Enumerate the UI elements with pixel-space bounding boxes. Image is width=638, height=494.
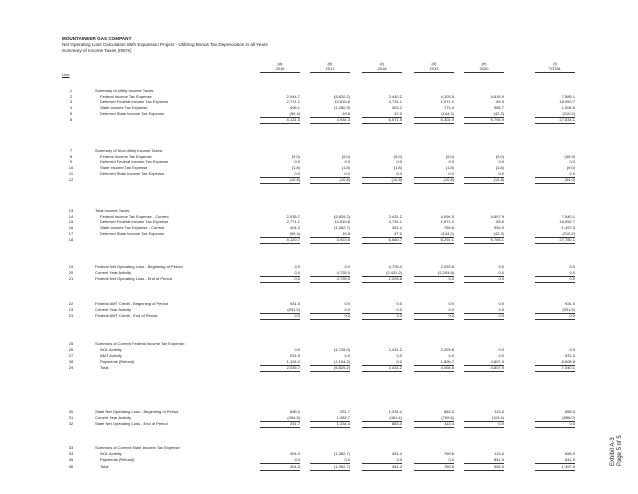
table-cell: 3,934.3 [310, 117, 350, 124]
table-cell: 931.5 [289, 353, 300, 358]
table-cell: 6,671.5 [362, 117, 402, 124]
table-cell: 1,334.4 [388, 409, 402, 414]
table-cell: (10.8) [310, 177, 350, 184]
table-cell: 0.0 [414, 276, 454, 283]
table-cell: 2,293.8 [440, 264, 454, 269]
table-cell: (931.5) [535, 307, 575, 314]
table-cell: 931.5 [564, 301, 575, 306]
table-cell: (1.8) [341, 165, 350, 170]
table-cell: 954.9 [493, 225, 504, 230]
table-cell: 0.0 [362, 457, 402, 464]
table-cell: 5,131.5 [260, 117, 300, 124]
table-cell: 0.0 [498, 347, 504, 352]
column-letter: (a) [277, 61, 283, 66]
row-label: Payments (Refund) [100, 457, 135, 462]
table-cell: 27,834.1 [535, 117, 575, 124]
table-cell: 406.1 [289, 105, 300, 110]
table-cell: 6,660.7 [362, 237, 402, 244]
table-cell: 1,497.5 [561, 225, 575, 230]
table-cell: 404.3 [289, 451, 300, 456]
column-letter: (c) [379, 61, 385, 66]
table-cell: 7,540.1 [561, 214, 575, 219]
row-label: Federal Income Tax Expense [100, 94, 152, 99]
column-year: TOTAL [535, 67, 575, 73]
line-number: 3 [69, 99, 73, 104]
table-cell: 0.0 [448, 301, 454, 306]
line-number: 19 [68, 264, 74, 269]
table-cell: 4,094.5 [414, 365, 454, 372]
table-cell: (10.8) [414, 177, 454, 184]
table-cell: 0.0 [464, 171, 504, 178]
table-cell: 0.0 [535, 270, 575, 277]
table-cell: 1,571.2 [440, 219, 454, 224]
line-number: 26 [68, 347, 74, 352]
table-cell: 883.0 [443, 409, 454, 414]
table-cell: 0.0 [569, 159, 575, 164]
row-label: Federal Income Tax Expense - Current [100, 214, 169, 219]
table-cell: 4,725.0 [310, 270, 350, 277]
table-cell: 2,044.7 [286, 94, 300, 99]
table-cell: (113.4) [464, 415, 504, 422]
line-number: 6 [69, 117, 73, 122]
line-number: 2 [69, 94, 73, 99]
line-number: 13 [68, 208, 74, 213]
table-cell: 1,571.2 [440, 99, 454, 104]
row-label: Summary of Non-Utility Income Taxes: [95, 148, 163, 153]
table-cell: 0.0 [344, 264, 350, 269]
column-header [414, 62, 454, 73]
line-number: 33 [68, 445, 74, 450]
table-cell: 18,952.7 [559, 99, 575, 104]
table-cell: 19.6 [310, 231, 350, 238]
table-cell: 0.0 [535, 276, 575, 283]
table-cell: (1,080.9) [333, 105, 350, 110]
table-cell: 656.0 [289, 409, 300, 414]
column-year: 2018 [362, 67, 402, 73]
table-cell: 10,815.8 [334, 99, 350, 104]
table-cell: 1,800.7 [414, 359, 454, 366]
table-cell: 451.4 [391, 451, 402, 456]
row-label: Total Income Taxes: [95, 208, 131, 213]
table-cell: 769.6 [443, 225, 454, 230]
table-cell: 1,506.5 [561, 105, 575, 110]
table-cell: 0.0 [498, 264, 504, 269]
table-cell: 656.0 [564, 451, 575, 456]
line-number: 21 [68, 276, 74, 281]
table-cell: 47.0 [362, 231, 402, 238]
table-cell: 0.0 [310, 313, 350, 320]
table-row [0, 457, 638, 463]
table-cell: 0.0 [310, 307, 350, 314]
line-number: 24 [68, 313, 74, 318]
row-label: Payments (Refund) [100, 359, 135, 364]
table-cell: 2,431.2 [388, 347, 402, 352]
row-label: State Income Tax Expense [100, 105, 148, 110]
table-cell: (1.8) [445, 165, 454, 170]
line-number: 1 [69, 88, 73, 93]
table-cell: (54.0) [535, 177, 575, 184]
line-number: 14 [68, 214, 74, 219]
table-cell: (45.0) [564, 154, 575, 159]
table-cell: (769.6) [414, 415, 454, 422]
table-cell: 27,780.1 [535, 237, 575, 244]
table-cell: 883.0 [362, 421, 402, 428]
row-label: Federal Income Tax Expense [100, 154, 152, 159]
line-number: 34 [68, 451, 74, 456]
table-cell: 0.0 [498, 159, 504, 164]
line-number: 17 [68, 231, 74, 236]
row-label: Federal Net Operating Loss - Beginning of Period [95, 264, 183, 269]
table-cell: 404.3 [260, 464, 300, 471]
table-cell: 0.0 [464, 276, 504, 283]
table-cell: 0.0 [448, 353, 454, 358]
table-cell: 4,807.9 [464, 359, 504, 366]
table-cell: 0.0 [260, 457, 300, 464]
column-year: 2020 [464, 67, 504, 73]
line-number: 22 [68, 301, 74, 306]
table-cell: (10.8) [464, 177, 504, 184]
table-cell: 0.0 [535, 313, 575, 320]
table-cell: (42.2) [464, 111, 504, 118]
exhibit-label [610, 435, 624, 466]
table-cell: 1,082.7 [310, 415, 350, 422]
line-number: 9 [69, 159, 73, 164]
table-cell: (1.8) [495, 165, 504, 170]
row-label: Summary of Current State Income Tax Expense: [95, 445, 181, 450]
table-cell: 0.0 [294, 264, 300, 269]
line-number: 29 [68, 365, 74, 370]
line-number: 25 [68, 341, 74, 346]
table-cell: 6,291.1 [414, 237, 454, 244]
table-cell: 0.0 [310, 457, 350, 464]
table-cell: 0.0 [396, 301, 402, 306]
row-label: Federal AMT Credit - End of Period [95, 313, 158, 318]
column-header [464, 62, 504, 73]
table-cell: 4,725.0 [310, 276, 350, 283]
table-cell: (9.0) [495, 154, 504, 159]
table-cell: 0.0 [260, 276, 300, 283]
table-cell: (144.2) [414, 231, 454, 238]
exhibit-page-number: Page 5 of 5 [617, 435, 623, 466]
table-cell: (9.0) [445, 154, 454, 159]
line-number: 10 [68, 165, 74, 170]
row-label: Summary of Utility Income Taxes: [95, 88, 155, 93]
line-number: 23 [68, 307, 74, 312]
row-label: NOL Activity [100, 451, 122, 456]
line-number: 5 [69, 111, 73, 116]
table-cell: 1,104.2 [260, 359, 300, 366]
line-number: 16 [68, 225, 74, 230]
table-cell: (90.4) [260, 111, 300, 118]
table-cell: 0.0 [569, 347, 575, 352]
table-cell: (656.0) [535, 415, 575, 422]
table-cell: 5,120.7 [260, 237, 300, 244]
row-label: Total [100, 464, 109, 469]
table-cell: 0.0 [310, 171, 350, 178]
table-cell: 113.4 [414, 421, 454, 428]
table-cell: 4,725.0 [388, 264, 402, 269]
table-cell: (451.4) [362, 415, 402, 422]
column-year: 2019 [414, 67, 454, 73]
table-cell: 10,815.8 [334, 219, 350, 224]
table-cell: 7,540.1 [535, 365, 575, 372]
line-number: 32 [68, 421, 74, 426]
table-cell: 0.0 [448, 159, 454, 164]
line-number: 35 [68, 457, 74, 462]
table-cell: 0.0 [344, 301, 350, 306]
table-cell: 1,334.4 [310, 421, 350, 428]
column-year: 2016 [260, 67, 300, 73]
table-cell: 5,784.1 [464, 237, 504, 244]
table-cell: 0.0 [260, 171, 300, 178]
row-label: Current Year Activity [95, 270, 132, 275]
table-cell: 0.0 [362, 359, 402, 366]
table-cell: 0.0 [396, 353, 402, 358]
table-cell: 83.5 [496, 219, 504, 224]
row-label: Current Year Activity [95, 415, 132, 420]
table-cell: 0.0 [464, 421, 504, 428]
line-number: 7 [69, 148, 73, 153]
table-cell: (10.8) [260, 177, 300, 184]
row-label: State Net Operating Loss - End of Period [95, 421, 168, 426]
table-cell: (2,431.2) [362, 270, 402, 277]
table-cell: 4,094.5 [440, 214, 454, 219]
table-cell: 0.0 [414, 457, 454, 464]
row-label: Federal AMT Credit - Beginning of Period [95, 301, 169, 306]
table-cell: 0.0 [344, 353, 350, 358]
column-letter: (d) [431, 61, 437, 66]
column-header [310, 62, 350, 73]
table-row [0, 464, 638, 470]
table-cell: 2,293.8 [440, 347, 454, 352]
line-number: 20 [68, 270, 74, 275]
row-label: AMT Activity [100, 353, 122, 358]
line-number: 11 [68, 171, 74, 176]
line-number: 27 [68, 353, 74, 358]
table-cell: (10.8) [362, 177, 402, 184]
table-cell: 2,035.7 [260, 365, 300, 372]
table-cell: 771.4 [443, 105, 454, 110]
table-cell: (5,829.2) [310, 365, 350, 372]
table-cell: (5,820.2) [333, 94, 350, 99]
table-cell: (1,104.2) [310, 359, 350, 366]
table-cell: 0.0 [260, 270, 300, 277]
row-label: Current Year Activity [95, 307, 132, 312]
table-cell: 0.0 [498, 353, 504, 358]
line-number: 15 [68, 219, 74, 224]
table-cell: (42.2) [464, 231, 504, 238]
row-label: Summary of Current Federal Income Tax Expense: [95, 341, 185, 346]
table-cell: 4,807.9 [464, 365, 504, 372]
table-cell: (1,082.7) [310, 464, 350, 471]
table-cell: 0.0 [396, 159, 402, 164]
row-label: State Income Tax Expense - Current [100, 225, 165, 230]
table-cell: 4,816.9 [490, 94, 504, 99]
row-label: Deferred Federal Income Tax Expense [100, 99, 169, 104]
line-column-header: Line [62, 72, 70, 77]
table-cell: 251.7 [339, 409, 350, 414]
table-cell: 0.0 [498, 301, 504, 306]
column-letter: (e) [481, 61, 487, 66]
table-cell: 2,293.8 [362, 276, 402, 283]
table-cell: (1,082.7) [333, 225, 350, 230]
table-cell: 1,497.5 [535, 464, 575, 471]
table-cell: 2,431.2 [362, 365, 402, 372]
column-letter: (b) [327, 61, 333, 66]
table-cell: 6,608.6 [535, 359, 575, 366]
table-cell: (1,082.7) [333, 451, 350, 456]
table-cell: 0.0 [535, 421, 575, 428]
table-cell: 0.0 [294, 347, 300, 352]
table-cell: (2,293.8) [414, 270, 454, 277]
table-cell: 841.5 [535, 457, 575, 464]
line-number: 36 [68, 464, 74, 469]
table-row [0, 276, 638, 282]
table-cell: 2,440.2 [388, 94, 402, 99]
table-cell: (9.0) [291, 154, 300, 159]
table-cell: 3,923.5 [310, 237, 350, 244]
table-cell: (90.4) [260, 231, 300, 238]
table-cell: 4,103.5 [440, 94, 454, 99]
table-cell: (931.5) [260, 307, 300, 314]
table-cell: 931.5 [564, 353, 575, 358]
line-number: 30 [68, 409, 74, 414]
table-cell: 18,952.7 [559, 219, 575, 224]
row-label: State Income Tax Expense [100, 165, 148, 170]
table-cell: 47.0 [362, 111, 402, 118]
line-number: 8 [69, 154, 73, 159]
row-label: Total [100, 365, 109, 370]
table-cell: 2,035.7 [286, 214, 300, 219]
table-cell: 0.0 [362, 313, 402, 320]
table-cell: 5,794.9 [464, 117, 504, 124]
table-cell: 251.7 [260, 421, 300, 428]
table-cell: (144.2) [414, 111, 454, 118]
table-cell: 0.0 [362, 171, 402, 178]
table-row [0, 117, 638, 123]
company-name: MOUNTAINEER GAS COMPANY [62, 36, 132, 41]
table-cell: 0.0 [414, 313, 454, 320]
row-label: NOL Activity [100, 347, 122, 352]
line-number: 28 [68, 359, 74, 364]
table-cell: 841.5 [464, 457, 504, 464]
table-row [0, 313, 638, 319]
table-cell: (9.0) [566, 165, 575, 170]
table-cell: 0.0 [294, 159, 300, 164]
table-cell: 113.4 [494, 451, 504, 456]
table-cell: 6,301.9 [414, 117, 454, 124]
table-cell: 769.6 [414, 464, 454, 471]
table-cell: 0.0 [414, 307, 454, 314]
report-summary-title: Summary of Income Taxes (000's) [62, 48, 132, 53]
table-cell: 0.0 [464, 307, 504, 314]
table-cell: 656.0 [564, 409, 575, 414]
table-cell: 0.0 [535, 171, 575, 178]
row-label: Federal Net Operating Loss - End of Period [95, 276, 172, 281]
table-cell: 2,431.2 [388, 214, 402, 219]
line-number: 18 [68, 237, 74, 242]
row-label: Deferred State Income Tax Expense [100, 111, 165, 116]
column-header [362, 62, 402, 73]
table-row [0, 237, 638, 243]
exhibit-title: Exhibit A-3 [610, 437, 616, 466]
report-subtitle: Net Operating Loss Calculation With Expansion Project - Utilizing Bonus Tax Depreciation in all Years [62, 42, 268, 47]
table-cell: 0.0 [344, 159, 350, 164]
table-cell: 83.5 [496, 99, 504, 104]
table-cell: 451.4 [362, 464, 402, 471]
table-row [0, 365, 638, 371]
table-cell: 19.6 [310, 111, 350, 118]
table-cell: 0.0 [362, 307, 402, 314]
column-header [260, 62, 300, 73]
table-cell: 7,585.1 [561, 94, 575, 99]
line-number: 4 [69, 105, 73, 110]
row-label: State Net Operating Loss - Beginning of Period [95, 409, 179, 414]
column-letter: (f) [553, 61, 557, 66]
line-number: 12 [68, 177, 74, 182]
row-label: Deferred Federal Income Tax Expense [100, 159, 169, 164]
table-cell: 0.0 [464, 270, 504, 277]
column-header [535, 62, 575, 73]
table-cell: 931.5 [289, 301, 300, 306]
table-cell: 3,731.1 [388, 219, 402, 224]
table-cell: (210.2) [535, 111, 575, 118]
table-cell: 0.0 [464, 313, 504, 320]
table-cell: (1.8) [393, 165, 402, 170]
table-cell: (4,725.0) [333, 347, 350, 352]
table-cell: (404.3) [260, 415, 300, 422]
table-cell: 451.4 [391, 225, 402, 230]
row-label: Deferred State Income Tax Expense [100, 231, 165, 236]
table-row [0, 421, 638, 427]
table-cell: 2,771.1 [286, 99, 300, 104]
table-cell: 956.7 [493, 105, 504, 110]
line-number: 31 [68, 415, 74, 420]
table-cell: (1.8) [291, 165, 300, 170]
table-cell: 0.0 [569, 264, 575, 269]
table-row [0, 177, 638, 183]
table-cell: 954.9 [464, 464, 504, 471]
column-year: 2017 [310, 67, 350, 73]
table-cell: (9.0) [393, 154, 402, 159]
table-cell: 113.4 [494, 409, 504, 414]
row-label: Deferred Federal Income Tax Expense [100, 219, 169, 224]
row-label: Deferred State Income Tax Expense [100, 171, 165, 176]
table-cell: 3,731.1 [388, 99, 402, 104]
table-cell: 4,807.9 [490, 214, 504, 219]
table-cell: (9.0) [341, 154, 350, 159]
table-cell: 769.6 [443, 451, 454, 456]
table-cell: (5,829.2) [333, 214, 350, 219]
table-cell: 0.0 [260, 313, 300, 320]
table-cell: 2,771.1 [286, 219, 300, 224]
table-cell: 404.3 [289, 225, 300, 230]
table-cell: 0.0 [414, 171, 454, 178]
table-cell: 453.2 [391, 105, 402, 110]
table-cell: (210.2) [535, 231, 575, 238]
